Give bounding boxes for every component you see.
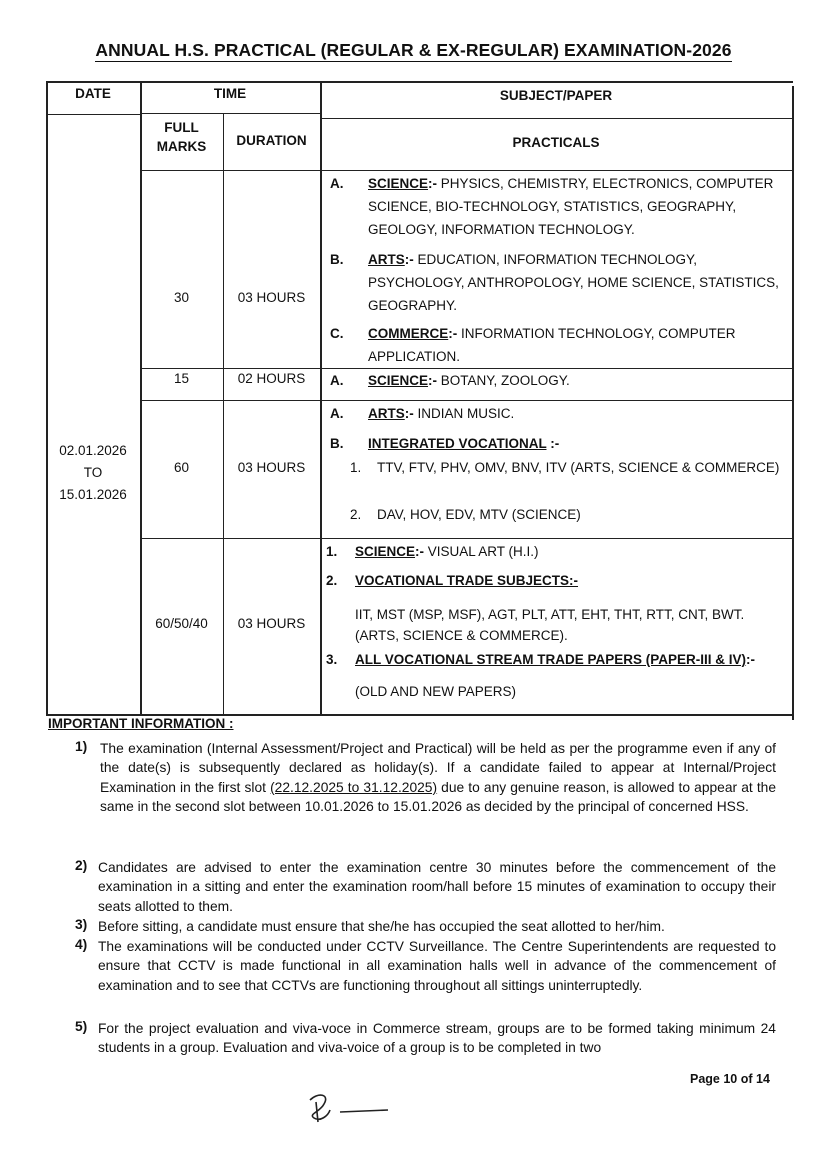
header-duration: DURATION <box>236 133 307 148</box>
row2-duration: 02 HOURS <box>237 371 306 386</box>
row1-item-a: A. SCIENCE:- PHYSICS, CHEMISTRY, ELECTRONICS, COMPUTER SCIENCE, BIO-TECHNOLOGY, STATISTICS, GEOGRAPHY, GEOLOGY, INFORMATION TECHNOLOGY. <box>330 176 774 237</box>
row3-duration: 03 HOURS <box>237 460 306 475</box>
row4-duration: 03 HOURS <box>237 616 306 631</box>
row1-item-b: B. ARTS:- EDUCATION, INFORMATION TECHNOLOGY, PSYCHOLOGY, ANTHROPOLOGY, HOME SCIENCE, STATISTICS, GEOGRAPHY. <box>330 252 779 313</box>
date-range <box>46 440 140 506</box>
date-to-word: TO <box>83 465 103 480</box>
row3-subitem-2: 2. DAV, HOV, EDV, MTV (SCIENCE) <box>350 507 581 522</box>
signature-mark <box>300 1088 400 1128</box>
header-practicals: PRACTICALS <box>512 135 600 150</box>
date-from: 02.01.2026 <box>59 443 127 458</box>
header-full-marks: FULL MARKS <box>156 120 207 154</box>
row3-subitem-1: 1. TTV, FTV, PHV, OMV, BNV, ITV (ARTS, SCIENCE & COMMERCE) <box>350 460 780 475</box>
row4-old-new: (OLD AND NEW PAPERS) <box>355 684 517 699</box>
row4-item-2: 2. VOCATIONAL TRADE SUBJECTS:- <box>326 573 579 588</box>
row4-item-3: 3. ALL VOCATIONAL STREAM TRADE PAPERS (PAPER-III & IV):- <box>326 652 756 667</box>
header-date: DATE <box>75 86 111 101</box>
page-number: Page 10 of 14 <box>690 1072 770 1086</box>
row3-item-a: A. ARTS:- INDIAN MUSIC. <box>330 406 515 421</box>
row1-marks: 30 <box>173 290 190 305</box>
row4-trade-list: IIT, MST (MSP, MSF), AGT, PLT, ATT, EHT, THT, RTT, CNT, BWT. (ARTS, SCIENCE & COMMERCE). <box>355 607 745 643</box>
important-heading: IMPORTANT INFORMATION : <box>48 716 234 731</box>
row2-marks: 15 <box>173 371 190 386</box>
row1-item-c: C. COMMERCE:- INFORMATION TECHNOLOGY, COMPUTER APPLICATION. <box>330 326 736 364</box>
page-title: ANNUAL H.S. PRACTICAL (REGULAR & EX-REGULAR) EXAMINATION-2026 <box>95 40 732 60</box>
row1-duration: 03 HOURS <box>237 290 306 305</box>
row2-item-a: A. SCIENCE:- BOTANY, ZOOLOGY. <box>330 373 570 388</box>
row4-item-1: 1. SCIENCE:- VISUAL ART (H.I.) <box>326 544 539 559</box>
header-subject: SUBJECT/PAPER <box>499 88 613 103</box>
row3-marks: 60 <box>173 460 190 475</box>
header-time: TIME <box>213 86 247 101</box>
date-to: 15.01.2026 <box>59 487 127 502</box>
row3-item-b: B. INTEGRATED VOCATIONAL :- <box>330 436 560 451</box>
row4-marks: 60/50/40 <box>155 616 208 631</box>
